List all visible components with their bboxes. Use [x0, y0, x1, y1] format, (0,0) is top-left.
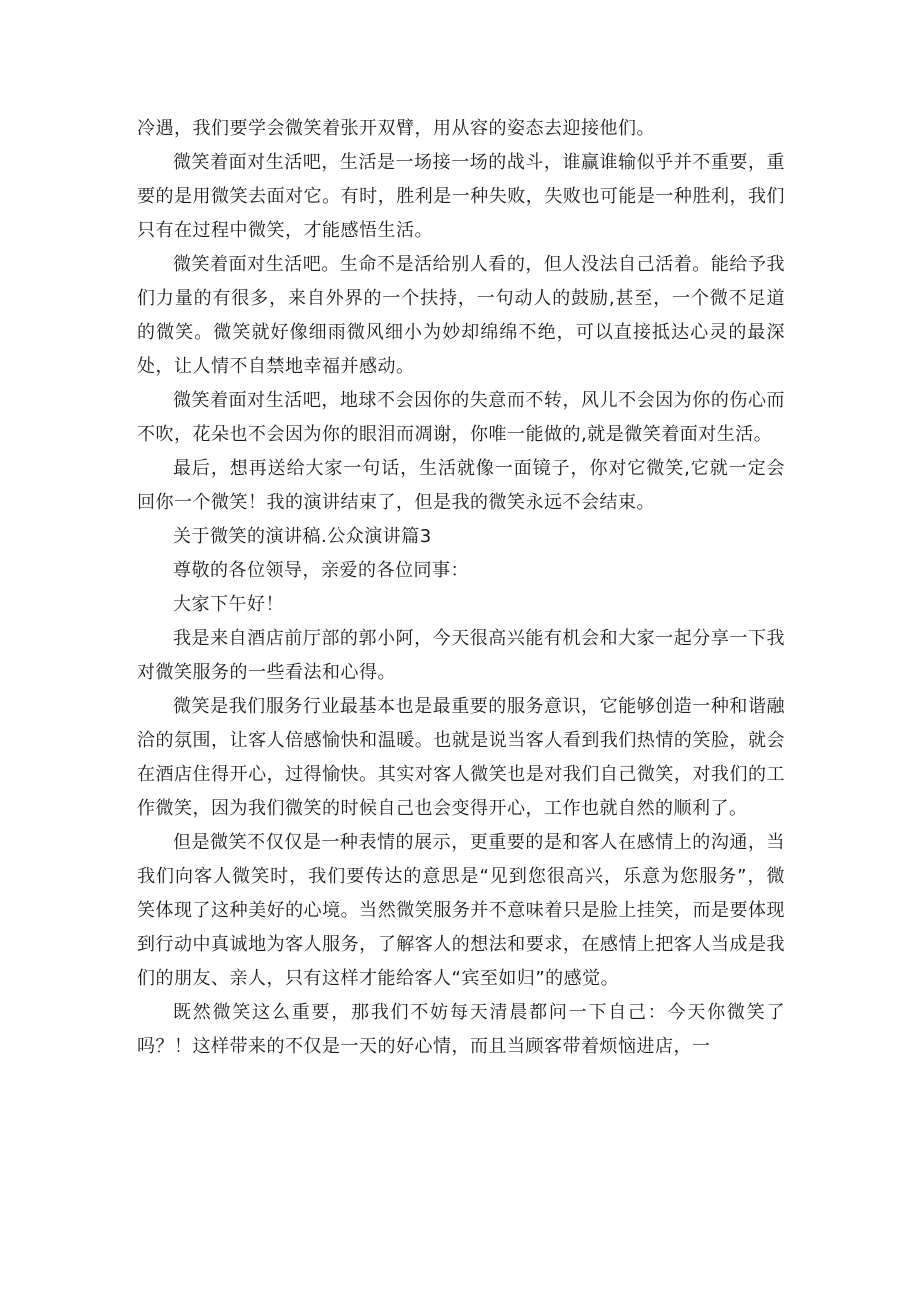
paragraph: 我是来自酒店前厅部的郭小阿，今天很高兴能有机会和大家一起分享一下我对微笑服务的一些看法和心得。 [137, 628, 785, 683]
paragraph: 但是微笑不仅仅是一种表情的展示，更重要的是和客人在感情上的沟通，当我们向客人微笑时，我们要传达的意思是“见到您很高兴，乐意为您服务”，微笑体现了这种美好的心境。当然微笑服务并不意味着只是脸上挂笑，而是要体现到行动中真诚地为客人服务，了解客人的想法和要求，在感情上把客人当成是我们的朋友、亲人，只有这样才能给客人“宾至如归”的感觉。 [137, 832, 785, 989]
document-page [137, 112, 785, 1064]
paragraph: 微笑着面对生活吧，地球不会因你的失意而不转，风儿不会因为你的伤心而不吹，花朵也不会因为你的眼泪而凋谢，你唯一能做的,就是微笑着面对生活。 [137, 390, 785, 445]
paragraph: 微笑着面对生活吧。生命不是活给别人看的，但人没法自己活着。能给予我们力量的有很多，来自外界的一个扶持，一句动人的鼓励,甚至，一个微不足道的微笑。微笑就好像细雨微风细小为妙却绵绵不绝，可以直接抵达心灵的最深处，让人情不自禁地幸福并感动。 [137, 254, 785, 377]
paragraph-continuation: 冷遇，我们要学会微笑着张开双臂，用从容的姿态去迎接他们。 [137, 118, 655, 139]
paragraph: 既然微笑这么重要，那我们不妨每天清晨都问一下自己：今天你微笑了吗？！这样带来的不仅是一天的好心情，而且当顾客带着烦恼进店，一 [137, 1002, 785, 1057]
salutation: 尊敬的各位领导，亲爱的各位同事： [173, 560, 469, 581]
section-heading: 关于微笑的演讲稿.公众演讲篇3 [173, 526, 432, 547]
paragraph: 最后，想再送给大家一句话，生活就像一面镜子，你对它微笑,它就一定会回你一个微笑！我的演讲结束了，但是我的微笑永远不会结束。 [137, 458, 785, 513]
greeting: 大家下午好！ [173, 594, 284, 615]
paragraph: 微笑是我们服务行业最基本也是最重要的服务意识，它能够创造一种和谐融洽的氛围，让客人倍感愉快和温暖。也就是说当客人看到我们热情的笑脸，就会在酒店住得开心，过得愉快。其实对客人微笑也是对我们自己微笑，对我们的工作微笑，因为我们微笑的时候自己也会变得开心，工作也就自然的顺利了。 [137, 696, 785, 819]
paragraph: 微笑着面对生活吧，生活是一场接一场的战斗，谁赢谁输似乎并不重要，重要的是用微笑去面对它。有时，胜利是一种失败，失败也可能是一种胜利，我们只有在过程中微笑，才能感悟生活。 [137, 152, 785, 241]
